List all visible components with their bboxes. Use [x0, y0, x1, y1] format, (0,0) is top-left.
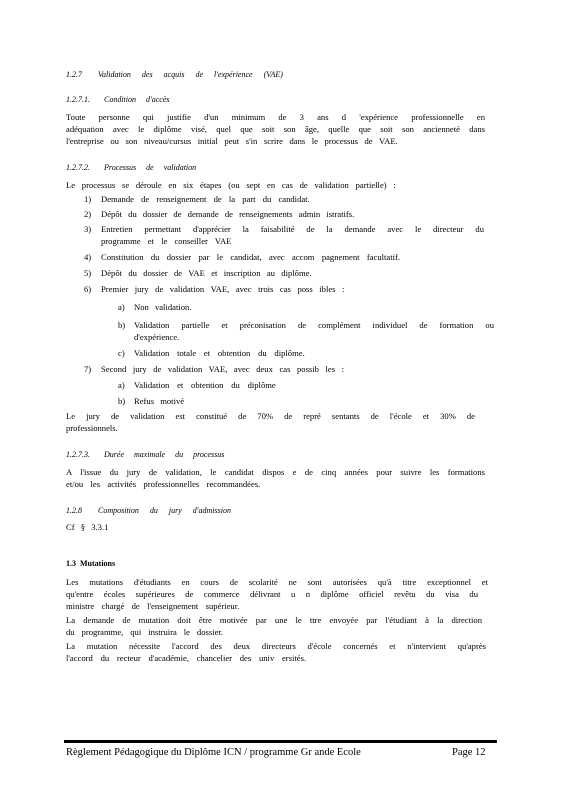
paragraph-line: La mutation nécessite l'accord des deux directeurs d'école concernés et n'intervient qu'après [66, 641, 486, 651]
heading-text: Mutations [80, 559, 116, 568]
paragraph-line: La demande de mutation doit être motivée par une le ttre envoyée par l'étudiant à la direction [66, 615, 482, 625]
step-text: Second jury de validation VAE, avec deux cas possib les : [101, 364, 344, 374]
step-number: 1) [84, 194, 92, 204]
heading-text: Durée maximale du processus [104, 450, 225, 459]
step-text: Dépôt du dossier de VAE et inscription au diplôme. [101, 268, 312, 278]
footer-title: Règlement Pédagogique du Diplôme ICN / programme Gr ande Ecole [66, 747, 361, 758]
step-number: 2) [84, 209, 92, 219]
step-text-continuation: programme et le conseiller VAE [101, 236, 232, 246]
process-intro: Le processus se déroule en six étapes (ou sept en cas de validation partielle) : [66, 180, 396, 190]
substep-letter: a) [118, 302, 125, 312]
heading-1-2-7-2 [66, 162, 196, 173]
substep-text: Refus motivé [134, 396, 185, 406]
heading-text: Condition d'accès [104, 95, 170, 104]
paragraph-line: Toute personne qui justifie d'un minimum de 3 ans d 'expérience professionnelle en [66, 112, 485, 122]
step-number: 4) [84, 252, 92, 262]
step-text: Entretien permettant d'apprécier la faisabilité de la demande avec le directeur du [101, 224, 484, 234]
step-number: 7) [84, 364, 92, 374]
heading-text: Composition du jury d'admission [98, 506, 231, 515]
substep-text: Validation et obtention du diplôme [134, 380, 276, 390]
heading-1-2-7-1 [66, 94, 169, 105]
paragraph-line: l'accord du recteur d'académie, chancelier des univ ersités. [66, 653, 307, 663]
step-text: Demande de renseignement de la part du candidat. [101, 194, 310, 204]
heading-1-3 [66, 558, 115, 569]
substep-letter: a) [118, 380, 125, 390]
substep-letter: b) [118, 320, 126, 330]
step-text: Dépôt du dossier de demande de renseignements admin istratifs. [101, 209, 355, 219]
substep-text-continuation: d'expérience. [134, 332, 180, 342]
heading-number: 1.2.7.2. [66, 163, 90, 172]
paragraph-line: Le jury de validation est constitué de 70% de repré sentants de l'école et 30% de [66, 411, 475, 421]
paragraph-line: A l'issue du jury de validation, le candidat dispos e de cinq années pour suivre les formations [66, 467, 485, 477]
paragraph-line: qu'entre écoles supérieures de commerce délivrant u n diplôme officiel revêtu du visa du [66, 589, 478, 599]
heading-1-2-7-3 [66, 449, 224, 460]
heading-text: Validation des acquis de l'expérience (VAE) [98, 70, 283, 79]
heading-1-2-7 [66, 69, 283, 80]
footer-rule [64, 740, 497, 743]
step-number: 5) [84, 268, 92, 278]
substep-text: Validation partielle et préconisation de complément individuel de formation ou [134, 320, 494, 330]
paragraph-line: ministre chargé de l'enseignement supérieur. [66, 601, 240, 611]
heading-number: 1.3 [66, 559, 76, 568]
substep-text: Non validation. [134, 302, 192, 312]
substep-letter: b) [118, 396, 126, 406]
substep-text: Validation totale et obtention du diplôme. [134, 348, 305, 358]
heading-number: 1.2.7 [66, 70, 82, 79]
heading-number: 1.2.8 [66, 506, 82, 515]
page-number: Page 12 [452, 747, 486, 758]
paragraph-line: et/ou les activités professionnelles recommandées. [66, 479, 261, 489]
step-number: 6) [84, 284, 92, 294]
step-text: Constitution du dossier par le candidat, avec accom pagnement facultatif. [101, 252, 401, 262]
substep-letter: c) [118, 348, 125, 358]
heading-text: Processus de validation [104, 163, 197, 172]
paragraph-line: Les mutations d'étudiants en cours de scolarité ne sont autorisées qu'à titre exceptionnel et [66, 577, 488, 587]
cross-reference: Cf § 3.3.1 [66, 522, 109, 532]
paragraph-line: adéquation avec le diplôme visé, quel que soit son âge, quelle que soit son ancienneté dans [66, 124, 485, 134]
paragraph-line: l'entreprise ou son niveau/cursus initial peut s'in scrire dans le processus de VAE. [66, 136, 398, 146]
paragraph-line: professionnels. [66, 423, 118, 433]
heading-number: 1.2.7.1. [66, 95, 90, 104]
heading-number: 1.2.7.3. [66, 450, 90, 459]
heading-1-2-8 [66, 505, 231, 516]
step-text: Premier jury de validation VAE, avec trois cas poss ibles : [101, 284, 345, 294]
paragraph-line: du programme, qui instruira le dossier. [66, 627, 223, 637]
step-number: 3) [84, 224, 92, 234]
